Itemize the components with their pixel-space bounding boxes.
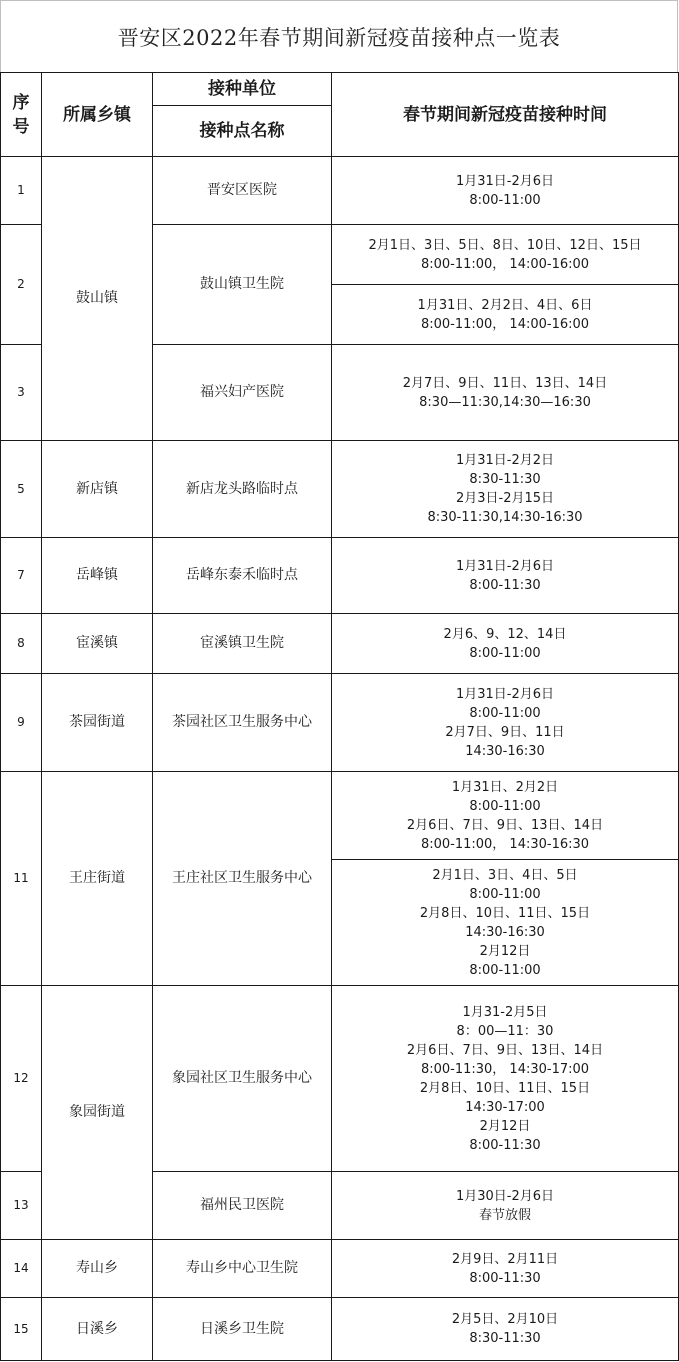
row-no: 3 — [1, 345, 42, 441]
row-site: 日溪乡卫生院 — [153, 1298, 332, 1361]
row-site: 岳峰东泰禾临时点 — [153, 538, 332, 614]
table-row — [1, 157, 679, 225]
row-no: 7 — [1, 538, 42, 614]
row-time: 2月9日、2月11日 8:00-11:30 — [332, 1240, 679, 1298]
row-time: 1月31日-2月6日 8:00-11:00 2月7日、9日、11日 14:30-16:30 — [332, 674, 679, 772]
row-town: 王庄街道 — [42, 772, 153, 986]
row-no: 15 — [1, 1298, 42, 1361]
row-site: 宦溪镇卫生院 — [153, 614, 332, 674]
row-time: 1月31日、2月2日 8:00-11:00 2月6日、7日、9日、13日、14日 8:00-11:00， 14:30-16:30 — [332, 772, 679, 860]
table-row — [1, 1240, 679, 1298]
row-site: 福兴妇产医院 — [153, 345, 332, 441]
row-town: 宦溪镇 — [42, 614, 153, 674]
row-no: 13 — [1, 1172, 42, 1240]
row-town: 象园街道 — [42, 986, 153, 1240]
row-time: 2月1日、3日、4日、5日 8:00-11:00 2月8日、10日、11日、15日 14:30-16:30 2月12日 8:00-11:00 — [332, 860, 679, 986]
row-town: 茶园街道 — [42, 674, 153, 772]
row-time: 2月6、9、12、14日 8:00-11:00 — [332, 614, 679, 674]
table-row — [1, 986, 679, 1172]
row-town: 新店镇 — [42, 441, 153, 538]
row-site: 鼓山镇卫生院 — [153, 225, 332, 345]
row-site: 茶园社区卫生服务中心 — [153, 674, 332, 772]
table-row — [1, 772, 679, 860]
row-no: 5 — [1, 441, 42, 538]
row-site: 新店龙头路临时点 — [153, 441, 332, 538]
row-site: 寿山乡中心卫生院 — [153, 1240, 332, 1298]
row-no: 12 — [1, 986, 42, 1172]
row-time: 1月31日-2月2日 8:30-11:30 2月3日-2月15日 8:30-11:30,14:30-16:30 — [332, 441, 679, 538]
page-title: 晋安区2022年春节期间新冠疫苗接种点一览表 — [0, 0, 678, 72]
row-town: 日溪乡 — [42, 1298, 153, 1361]
row-time: 2月1日、3日、5日、8日、10日、12日、15日 8:00-11:00， 14:00-16:00 — [332, 225, 679, 285]
header-site: 接种点名称 — [153, 106, 332, 157]
row-town: 寿山乡 — [42, 1240, 153, 1298]
row-site: 晋安区医院 — [153, 157, 332, 225]
row-time: 1月31-2月5日 8：00—11：30 2月6日、7日、9日、13日、14日 8:00-11:30， 14:30-17:00 2月8日、10日、11日、15日 14:30-17:00 2月12日 8:00-11:30 — [332, 986, 679, 1172]
table-row — [1, 614, 679, 674]
header-row — [1, 73, 679, 106]
table-row — [1, 441, 679, 538]
table-row — [1, 1298, 679, 1361]
row-site: 王庄社区卫生服务中心 — [153, 772, 332, 986]
header-no: 序 号 — [1, 73, 42, 157]
row-no: 2 — [1, 225, 42, 345]
row-no: 1 — [1, 157, 42, 225]
row-no: 14 — [1, 1240, 42, 1298]
row-time: 1月31日-2月6日 8:00-11:00 — [332, 157, 679, 225]
row-site: 福州民卫医院 — [153, 1172, 332, 1240]
row-town: 鼓山镇 — [42, 157, 153, 441]
row-town: 岳峰镇 — [42, 538, 153, 614]
row-time: 1月30日-2月6日 春节放假 — [332, 1172, 679, 1240]
row-time: 2月5日、2月10日 8:30-11:30 — [332, 1298, 679, 1361]
row-time: 1月31日-2月6日 8:00-11:30 — [332, 538, 679, 614]
table-row — [1, 674, 679, 772]
row-time: 1月31日、2月2日、4日、6日 8:00-11:00， 14:00-16:00 — [332, 285, 679, 345]
row-no: 9 — [1, 674, 42, 772]
header-unit: 接种单位 — [153, 73, 332, 106]
header-town: 所属乡镇 — [42, 73, 153, 157]
vaccination-table — [0, 72, 679, 1361]
row-no: 8 — [1, 614, 42, 674]
row-site: 象园社区卫生服务中心 — [153, 986, 332, 1172]
row-no: 11 — [1, 772, 42, 986]
header-time: 春节期间新冠疫苗接种时间 — [332, 73, 679, 157]
row-time: 2月7日、9日、11日、13日、14日 8:30—11:30,14:30—16:30 — [332, 345, 679, 441]
table-row — [1, 538, 679, 614]
